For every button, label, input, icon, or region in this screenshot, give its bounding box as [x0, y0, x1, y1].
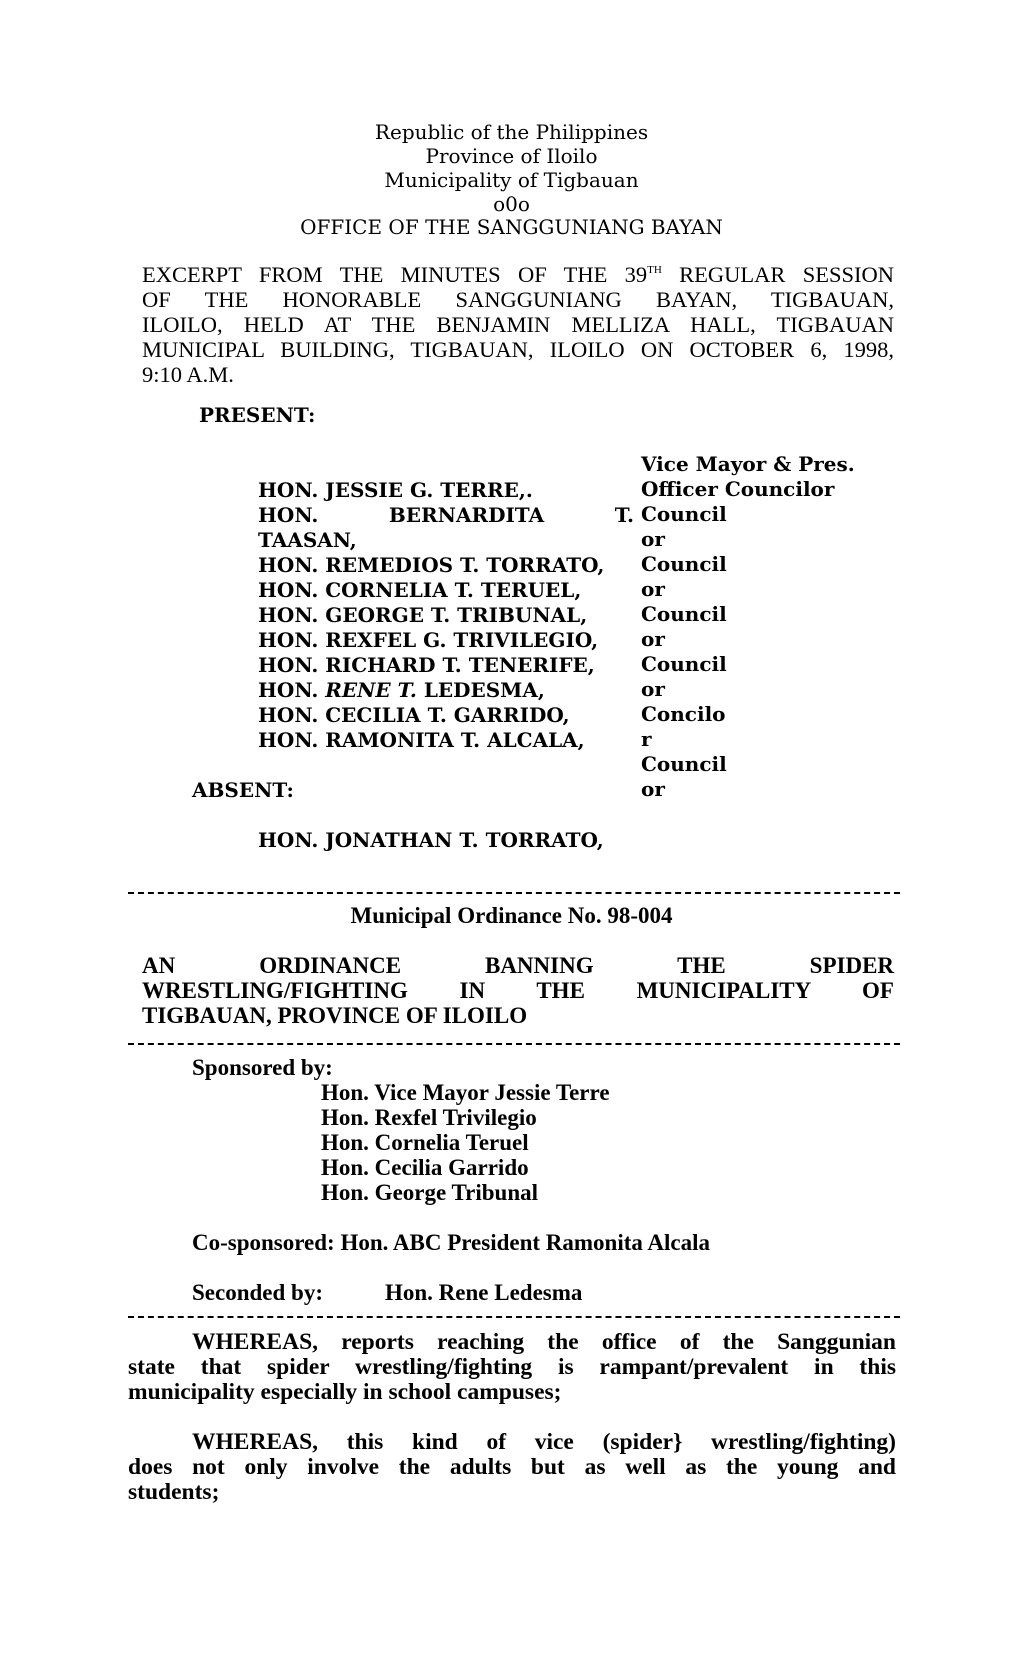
sponsor-name: Hon. George Tribunal [321, 1180, 539, 1205]
member-name [258, 503, 634, 528]
member-name: HON. REXFEL G. TRIVILEGIO, [258, 628, 599, 652]
excerpt-text: EXCERPT FROM THE MINUTES OF THE 39 [142, 262, 648, 287]
excerpt-line: ILOILO, HELD AT THE BENJAMIN MELLIZA HALL, TIGBAUAN [142, 312, 894, 337]
ordinance-title-word: AN [142, 953, 176, 978]
member-title: or [641, 777, 665, 801]
ordinal-superscript: TH [647, 264, 662, 276]
header-republic: Republic of the Philippines [374, 120, 649, 144]
member-title: Council [641, 652, 727, 676]
present-member-list [258, 478, 638, 753]
member-name-part: T. [614, 503, 634, 527]
cosponsor-name: Hon. ABC President Ramonita Alcala [340, 1230, 710, 1255]
member-title: or [641, 577, 665, 601]
member-name-part: HON. [258, 678, 326, 702]
excerpt-line: MUNICIPAL BUILDING, TIGBAUAN, ILOILO ON OCTOBER 6, 1998, [142, 337, 894, 362]
seconded-name: Hon. Rene Ledesma [385, 1280, 583, 1305]
header-province: Province of Iloilo [425, 144, 598, 168]
present-label: PRESENT: [199, 403, 316, 427]
member-title: Council [641, 752, 727, 776]
whereas-clause [128, 1430, 896, 1505]
header-municipality: Municipality of Tigbauan [384, 168, 639, 192]
member-title: or [641, 627, 665, 651]
sponsor-name: Hon. Rexfel Trivilegio [321, 1105, 537, 1130]
excerpt-line [142, 262, 894, 287]
ordinance-title-word: BANNING [484, 953, 594, 978]
ordinance-title-line [142, 953, 894, 978]
absent-member-name: HON. JONATHAN T. TORRATO, [258, 828, 604, 852]
member-title: Council [641, 602, 727, 626]
ordinance-title-word: OF [862, 978, 894, 1003]
member-name: HON. RAMONITA T. ALCALA, [258, 728, 585, 752]
clause-line: does not only involve the adults but as well as the young and [128, 1454, 896, 1480]
ordinance-title-line [142, 978, 894, 1003]
member-name: HON. CORNELIA T. TERUEL, [258, 578, 582, 602]
member-title: or [641, 527, 665, 551]
member-title-column [641, 452, 881, 801]
clause-line: municipality especially in school campuses; [128, 1379, 562, 1405]
member-name: HON. REMEDIOS T. TORRATO, [258, 553, 605, 577]
header-separator: o0o [493, 192, 530, 216]
member-name: HON. GEORGE T. TRIBUNAL, [258, 603, 588, 627]
ordinance-title-word: ORDINANCE [259, 953, 402, 978]
excerpt-text: REGULAR SESSION [661, 262, 894, 287]
ordinance-title-word: MUNICIPALITY [636, 978, 811, 1003]
excerpt-line: OF THE HONORABLE SANGGUNIANG BAYAN, TIGBAUAN, [142, 287, 894, 312]
clause-line: students; [128, 1479, 220, 1505]
dashed-divider [128, 1316, 900, 1318]
member-name: HON. JESSIE G. TERRE,. [258, 478, 533, 502]
seconded-label: Seconded by: [192, 1280, 323, 1305]
clause-line: WHEREAS, this kind of vice (spider} wrestling/fighting) [192, 1429, 896, 1455]
member-title: r [641, 727, 652, 751]
member-title: Officer Councilor [641, 477, 835, 501]
ordinance-number: Municipal Ordinance No. 98-004 [350, 903, 673, 928]
sponsor-name: Hon. Vice Mayor Jessie Terre [321, 1080, 610, 1105]
absent-label: ABSENT: [192, 778, 294, 802]
excerpt-paragraph [142, 262, 894, 387]
member-title: Concilo [641, 702, 726, 726]
sponsor-name: Hon. Cornelia Teruel [321, 1130, 529, 1155]
ordinance-title-word: THE [677, 953, 726, 978]
dashed-divider [128, 1043, 900, 1045]
member-title: or [641, 677, 665, 701]
ordinance-title [142, 953, 894, 1028]
member-title: Vice Mayor & Pres. [641, 452, 855, 476]
clause-line: state that spider wrestling/fighting is rampant/prevalent in this [128, 1354, 896, 1380]
excerpt-line: 9:10 A.M. [142, 362, 234, 387]
cosponsor-label: Co-sponsored: [192, 1230, 335, 1255]
member-name-part: HON. [258, 503, 319, 527]
member-title: Council [641, 502, 727, 526]
sponsored-by-label: Sponsored by: [192, 1055, 333, 1080]
member-name-part: LEDESMA, [416, 678, 545, 702]
cosponsor-line [192, 1230, 710, 1255]
dashed-divider [128, 892, 900, 894]
sponsor-list [321, 1080, 610, 1205]
member-name [258, 678, 638, 703]
member-name: HON. CECILIA T. GARRIDO, [258, 703, 570, 727]
ordinance-title-word: THE [536, 978, 585, 1003]
ordinance-title-word: SPIDER [809, 953, 895, 978]
ordinance-title-word: IN [459, 978, 486, 1003]
member-name: TAASAN, [258, 528, 357, 552]
clause-line: WHEREAS, reports reaching the office of the Sanggunian [192, 1329, 896, 1355]
header-office: OFFICE OF THE SANGGUNIANG BAYAN [300, 215, 723, 239]
member-name-part: RENE T. [325, 678, 417, 702]
whereas-clause [128, 1330, 896, 1405]
ordinance-title-word: WRESTLING/FIGHTING [142, 978, 408, 1003]
ordinance-title-line: TIGBAUAN, PROVINCE OF ILOILO [142, 1003, 528, 1028]
sponsor-name: Hon. Cecilia Garrido [321, 1155, 529, 1180]
member-name: HON. RICHARD T. TENERIFE, [258, 653, 595, 677]
member-title: Council [641, 552, 727, 576]
member-name-part: BERNARDITA [388, 503, 545, 527]
